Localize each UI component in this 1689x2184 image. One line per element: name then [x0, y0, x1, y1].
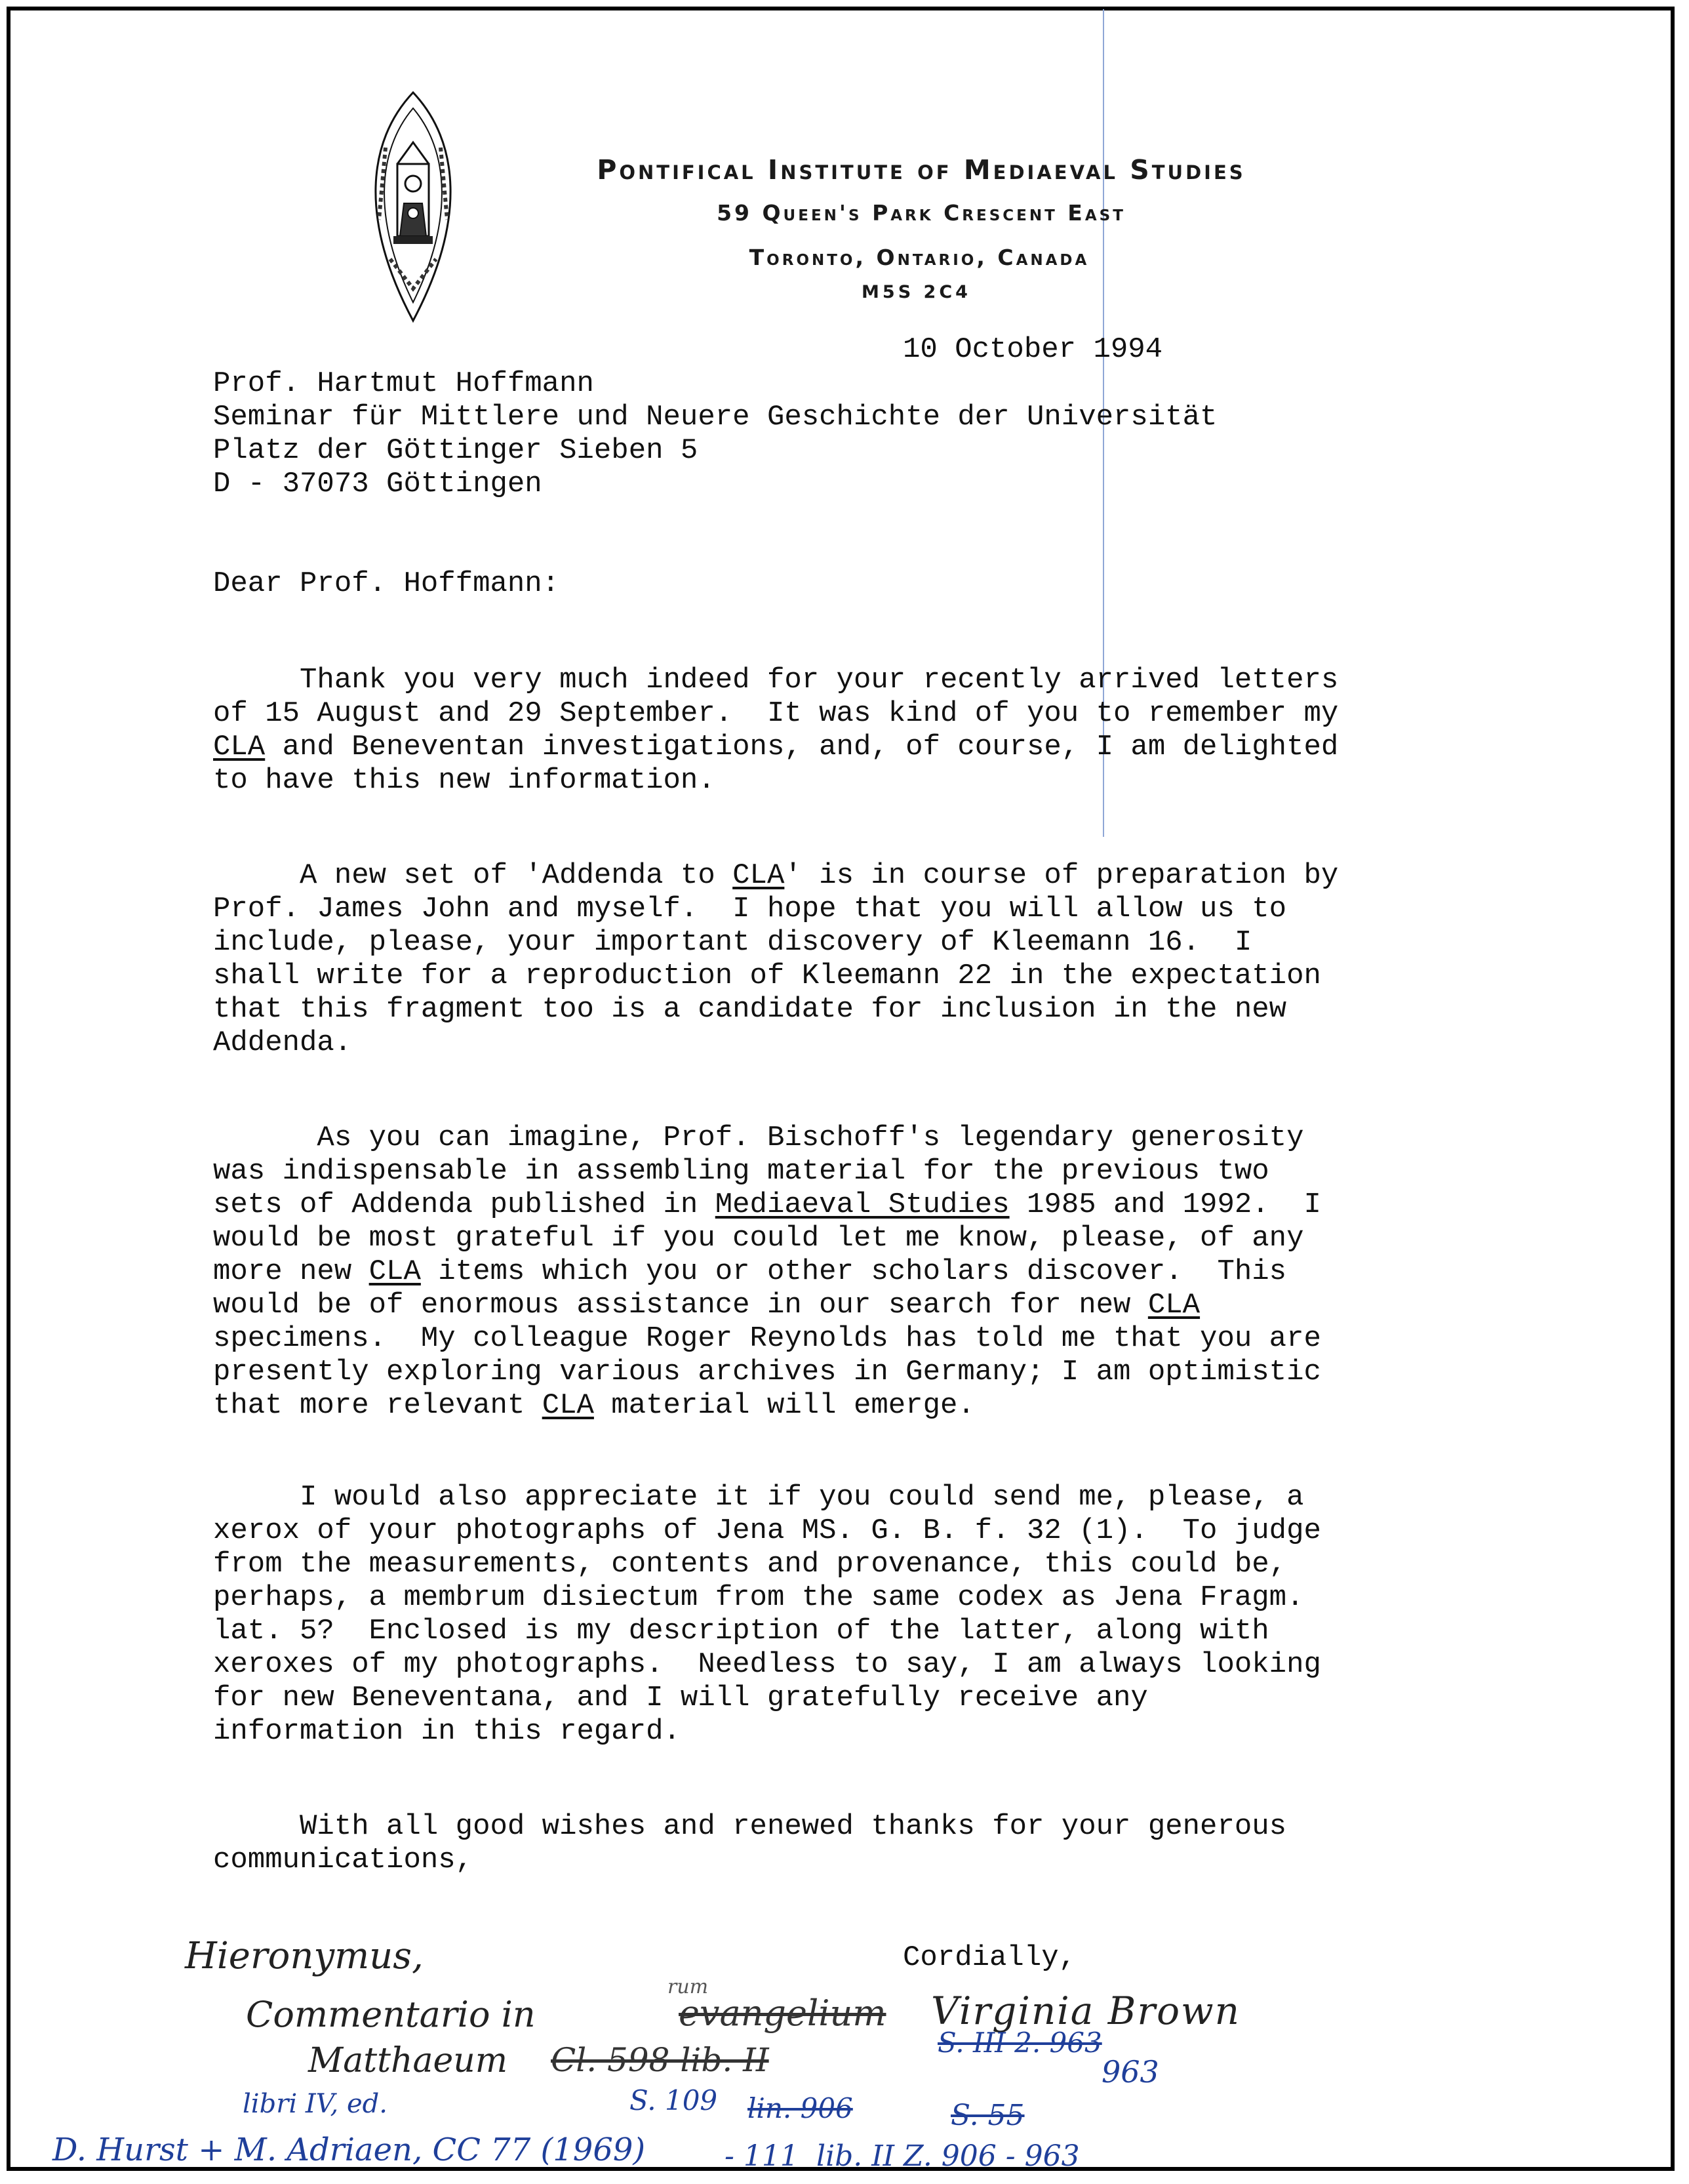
- handwritten-note-line5: D. Hurst + M. Adriaen, CC 77 (1969): [52, 2132, 646, 2168]
- p4-line8: information in this regard.: [213, 1715, 681, 1748]
- p4-line3: from the measurements, contents and provenance, this could be,: [213, 1548, 1287, 1581]
- p1-cla-term: CLA: [213, 731, 266, 763]
- p3-line6-pre: would be of enormous assistance in our search for new: [213, 1289, 1148, 1322]
- p4-line4: perhaps, a membrum disiectum from the same codex as Jena Fragm.: [213, 1581, 1304, 1614]
- p3-line1: As you can imagine, Prof. Bischoff's legendary generosity: [213, 1122, 1304, 1154]
- p4-line7: for new Beneventana, and I will gratefully receive any: [213, 1682, 1148, 1714]
- handwritten-note-line2: Commentario in: [246, 1994, 536, 2035]
- p3-journal-title: Mediaeval Studies: [715, 1188, 1010, 1221]
- p1-line4: to have this new information.: [213, 764, 715, 797]
- p2-line1-post: ' is in course of preparation by: [784, 859, 1339, 892]
- handwritten-note-line4-struck2: S. 55: [951, 2099, 1025, 2132]
- handwritten-note-insert: rum: [667, 1975, 709, 1998]
- p2-line4: shall write for a reproduction of Kleemann 22 in the expectation: [213, 960, 1321, 992]
- p3-line5-pre: more new: [213, 1255, 369, 1288]
- p2-line3: include, please, your important discovery of Kleemann 16. I: [213, 926, 1252, 959]
- institute-seal-icon: [354, 89, 472, 325]
- p4-line6: xeroxes of my photographs. Needless to say, I am always looking: [213, 1648, 1321, 1681]
- handwritten-note-line5-mid: - 111: [725, 2139, 799, 2173]
- closing: Cordially,: [903, 1941, 1077, 1974]
- p2-cla-term: CLA: [732, 859, 785, 892]
- p2-line6: Addenda.: [213, 1026, 352, 1059]
- handwritten-note-line4-mid: S. 109: [629, 2084, 718, 2116]
- recipient-city: D - 37073 Göttingen: [213, 468, 542, 500]
- p2-line5: that this fragment too is a candidate for inclusion in the new: [213, 993, 1287, 1026]
- salutation: Dear Prof. Hoffmann:: [213, 567, 560, 600]
- p3-line9-pre: that more relevant: [213, 1389, 542, 1422]
- p4-line1: I would also appreciate it if you could send me, please, a: [213, 1481, 1304, 1514]
- p3-line9-post: material will emerge.: [593, 1389, 975, 1422]
- paragraph-3: [213, 1122, 1321, 1423]
- handwritten-note-struck-word: evangelium: [679, 1992, 886, 2034]
- letterhead-postal-code: M5S 2C4: [862, 282, 971, 302]
- p5-line2: communications,: [213, 1844, 473, 1876]
- p4-line5: lat. 5? Enclosed is my description of the latter, along with: [213, 1615, 1269, 1648]
- p5-line1: With all good wishes and renewed thanks for your generous: [213, 1810, 1287, 1843]
- handwritten-note-line5-right: lib. II Z. 906 - 963: [816, 2139, 1080, 2173]
- handwritten-note-line3-struck: Cl. 598 lib. II: [551, 2041, 769, 2079]
- letterhead-city: Toronto, Ontario, Canada: [749, 245, 1090, 270]
- p3-line4: would be most grateful if you could let me know, please, of any: [213, 1222, 1304, 1255]
- handwritten-note-line4-right: 963: [1102, 2054, 1159, 2090]
- handwritten-note-line3-right-struck: S. III 2. 963: [938, 2027, 1102, 2059]
- handwritten-note-line4-struck: lin. 906: [747, 2092, 853, 2124]
- letter-date: 10 October 1994: [903, 333, 1163, 366]
- letterhead-street: 59 Queen's Park Crescent East: [717, 200, 1126, 226]
- handwritten-note-line4: libri IV, ed.: [243, 2089, 387, 2119]
- signature: Virginia Brown: [931, 1989, 1241, 2033]
- p3-cla-term-3: CLA: [542, 1389, 594, 1422]
- p1-line3: and Beneventan investigations, and, of course, I am delighted: [265, 731, 1339, 763]
- p2-line2: Prof. James John and myself. I hope that you will allow us to: [213, 893, 1287, 925]
- p3-line2: was indispensable in assembling material for the previous two: [213, 1155, 1269, 1188]
- p3-line5-post: items which you or other scholars discover. This: [420, 1255, 1287, 1288]
- p4-line2: xerox of your photographs of Jena MS. G. B. f. 32 (1). To judge: [213, 1514, 1321, 1547]
- handwritten-note-line3: Matthaeum: [308, 2041, 508, 2080]
- p3-line7: specimens. My colleague Roger Reynolds has told me that you are: [213, 1322, 1321, 1355]
- p3-line3-pre: sets of Addenda published in: [213, 1188, 715, 1221]
- handwritten-note-line1: Hieronymus,: [185, 1935, 424, 1977]
- p1-line1: Thank you very much indeed for your recently arrived letters: [213, 664, 1339, 697]
- p2-line1-pre: A new set of 'Addenda to: [213, 859, 733, 892]
- p3-cla-term-2: CLA: [1147, 1289, 1201, 1322]
- p3-line3-post: 1985 and 1992. I: [1009, 1188, 1321, 1221]
- paragraph-2: [213, 859, 1338, 1060]
- recipient-department: Seminar für Mittlere und Neuere Geschichte der Universität: [213, 401, 1218, 434]
- letterhead-institution: Pontifical Institute of Mediaeval Studies: [597, 154, 1246, 186]
- paragraph-4: [213, 1481, 1321, 1749]
- paragraph-1: [213, 664, 1338, 798]
- recipient-street: Platz der Göttinger Sieben 5: [213, 434, 698, 467]
- paragraph-5: [213, 1810, 1286, 1877]
- p3-line8: presently exploring various archives in Germany; I am optimistic: [213, 1356, 1321, 1388]
- p3-cla-term-1: CLA: [368, 1255, 421, 1288]
- recipient-address: [213, 367, 1217, 501]
- p1-line2: of 15 August and 29 September. It was kind of you to remember my: [213, 697, 1339, 730]
- recipient-name: Prof. Hartmut Hoffmann: [213, 367, 594, 400]
